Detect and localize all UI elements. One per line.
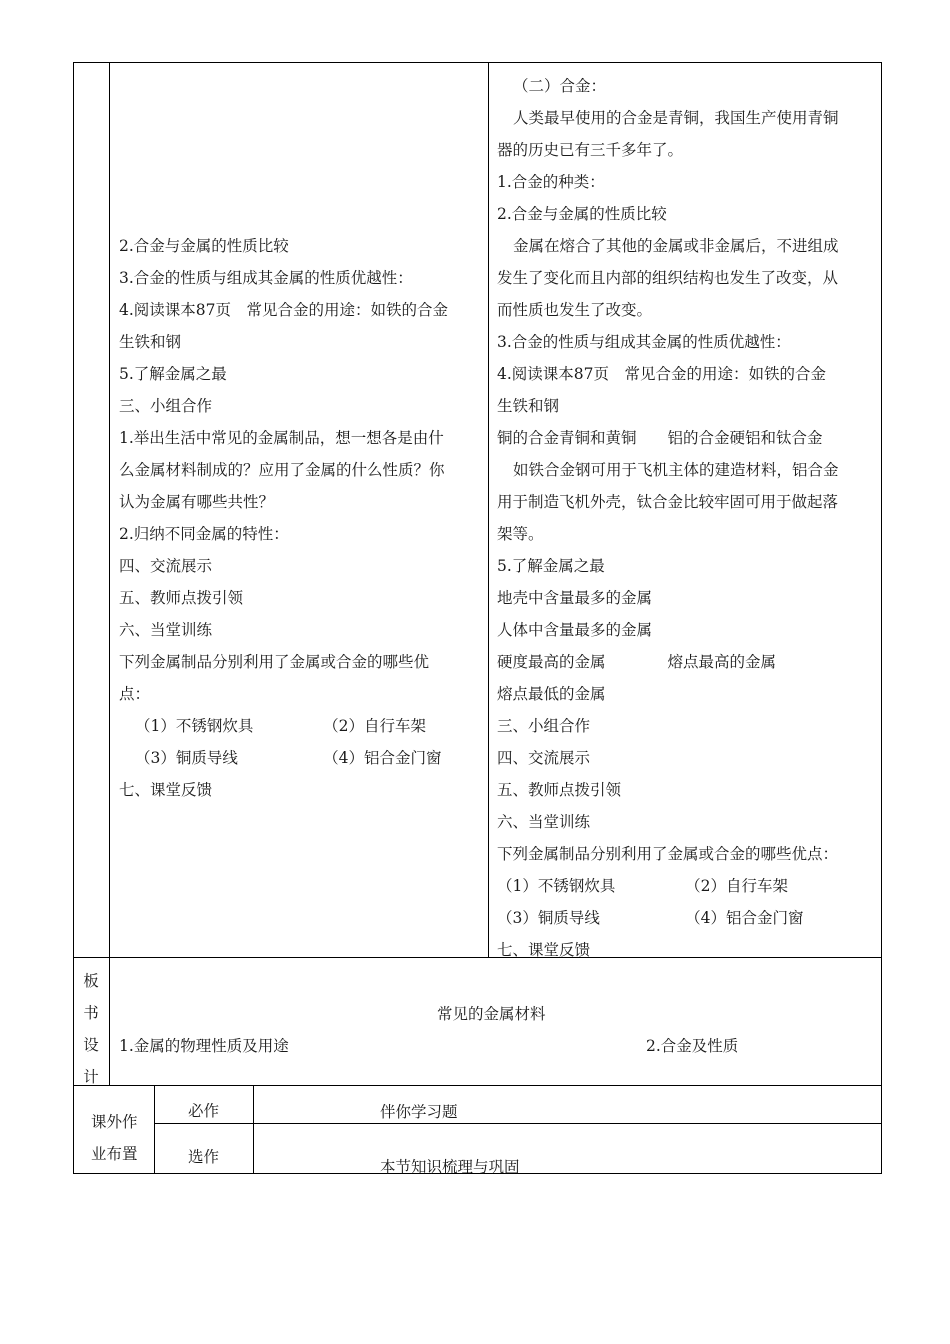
left-line: 下列金属制品分别利用了金属或合金的哪些优 [119,653,430,671]
left-line: 5.了解金属之最 [119,365,227,383]
left-line: 六、当堂训练 [119,621,213,639]
left-line: 五、教师点拨引领 [119,589,244,607]
left-line: 三、小组合作 [119,397,213,415]
right-line: 发生了变化而且内部的组织结构也发生了改变，从 [497,269,839,287]
right-line: 用于制造飞机外壳，钛合金比较牢固可用于做起落 [497,493,839,511]
left-line: 生铁和钢 [119,333,182,351]
right-line: 1.合金的种类： [497,173,605,191]
left-line: 4.阅读课本87页 常见合金的用途：如铁的合金 [119,301,449,319]
required-value: 伴你学习题 [380,1103,458,1121]
left-line: 认为金属有哪些共性？ [119,493,275,511]
right-line: 2.合金与金属的性质比较 [497,205,667,223]
right-line: 如铁合金钢可用于飞机主体的建造材料，铝合金 [513,461,839,479]
board-design-item-1: 1.金属的物理性质及用途 [119,1037,289,1055]
right-line: （二）合金： [513,77,607,95]
right-column [497,70,839,966]
right-line: 六、当堂训练 [497,813,591,831]
homework-label-line-2: 业布置 [91,1145,138,1163]
right-line: 地壳中含量最多的金属 [497,589,653,607]
right-line: 人体中含量最多的金属 [497,621,653,639]
right-line: 4.阅读课本87页 常见合金的用途：如铁的合金 [497,365,827,383]
right-line: 金属在熔合了其他的金属或非金属后，不进组成 [513,237,839,255]
left-line: 2.归纳不同金属的特性： [119,525,289,543]
right-line: （1）不锈钢炊具 （2）自行车架 [497,877,788,895]
right-line: 5.了解金属之最 [497,557,605,575]
board-design-title: 常见的金属材料 [437,1005,546,1023]
right-line: 硬度最高的金属 熔点最高的金属 [497,653,777,671]
right-line: （3）铜质导线 （4）铝合金门窗 [497,909,804,927]
left-line: 么金属材料制成的？应用了金属的什么性质？你 [119,461,445,479]
left-line: 2.合金与金属的性质比较 [119,237,289,255]
right-line: 三、小组合作 [497,717,591,735]
right-line: 熔点最低的金属 [497,685,606,703]
divider [488,62,489,958]
left-column [119,230,448,806]
left-line: 3.合金的性质与组成其金属的性质优越性： [119,269,413,287]
left-line: （1）不锈钢炊具 （2）自行车架 [135,717,426,735]
optional-value: 本节知识梳理与巩固 [380,1158,520,1176]
label-char: 板 [83,972,99,990]
left-line: 1.举出生活中常见的金属制品，想一想各是由什 [119,429,444,447]
board-design-item-2: 2.合金及性质 [646,1037,739,1055]
left-line: 点： [119,685,151,703]
required-label: 必作 [188,1102,220,1120]
right-line: 人类最早使用的合金是青铜，我国生产使用青铜 [513,109,839,127]
homework-label-line-1: 课外作 [91,1113,138,1131]
divider [154,1123,882,1124]
right-line: 铜的合金青铜和黄铜 铝的合金硬铝和钛合金 [497,429,823,447]
optional-label: 选作 [188,1148,220,1166]
left-line: （3）铜质导线 （4）铝合金门窗 [135,749,442,767]
divider [154,1085,155,1174]
left-line: 四、交流展示 [119,557,213,575]
right-line: 七、课堂反馈 [497,941,591,959]
label-char: 设 [83,1036,99,1054]
label-char: 书 [83,1004,99,1022]
divider [253,1085,254,1174]
divider [109,62,110,1086]
right-line: 而性质也发生了改变。 [497,301,653,319]
right-line: 器的历史已有三千多年了。 [497,141,684,159]
left-line: 七、课堂反馈 [119,781,213,799]
right-line: 3.合金的性质与组成其金属的性质优越性： [497,333,791,351]
right-line: 下列金属制品分别利用了金属或合金的哪些优点： [497,845,839,863]
right-line: 五、教师点拨引领 [497,781,622,799]
divider [73,1085,882,1086]
right-line: 生铁和钢 [497,397,560,415]
right-line: 架等。 [497,525,544,543]
label-char: 计 [83,1068,99,1086]
right-line: 四、交流展示 [497,749,591,767]
board-design-label [74,965,108,1093]
